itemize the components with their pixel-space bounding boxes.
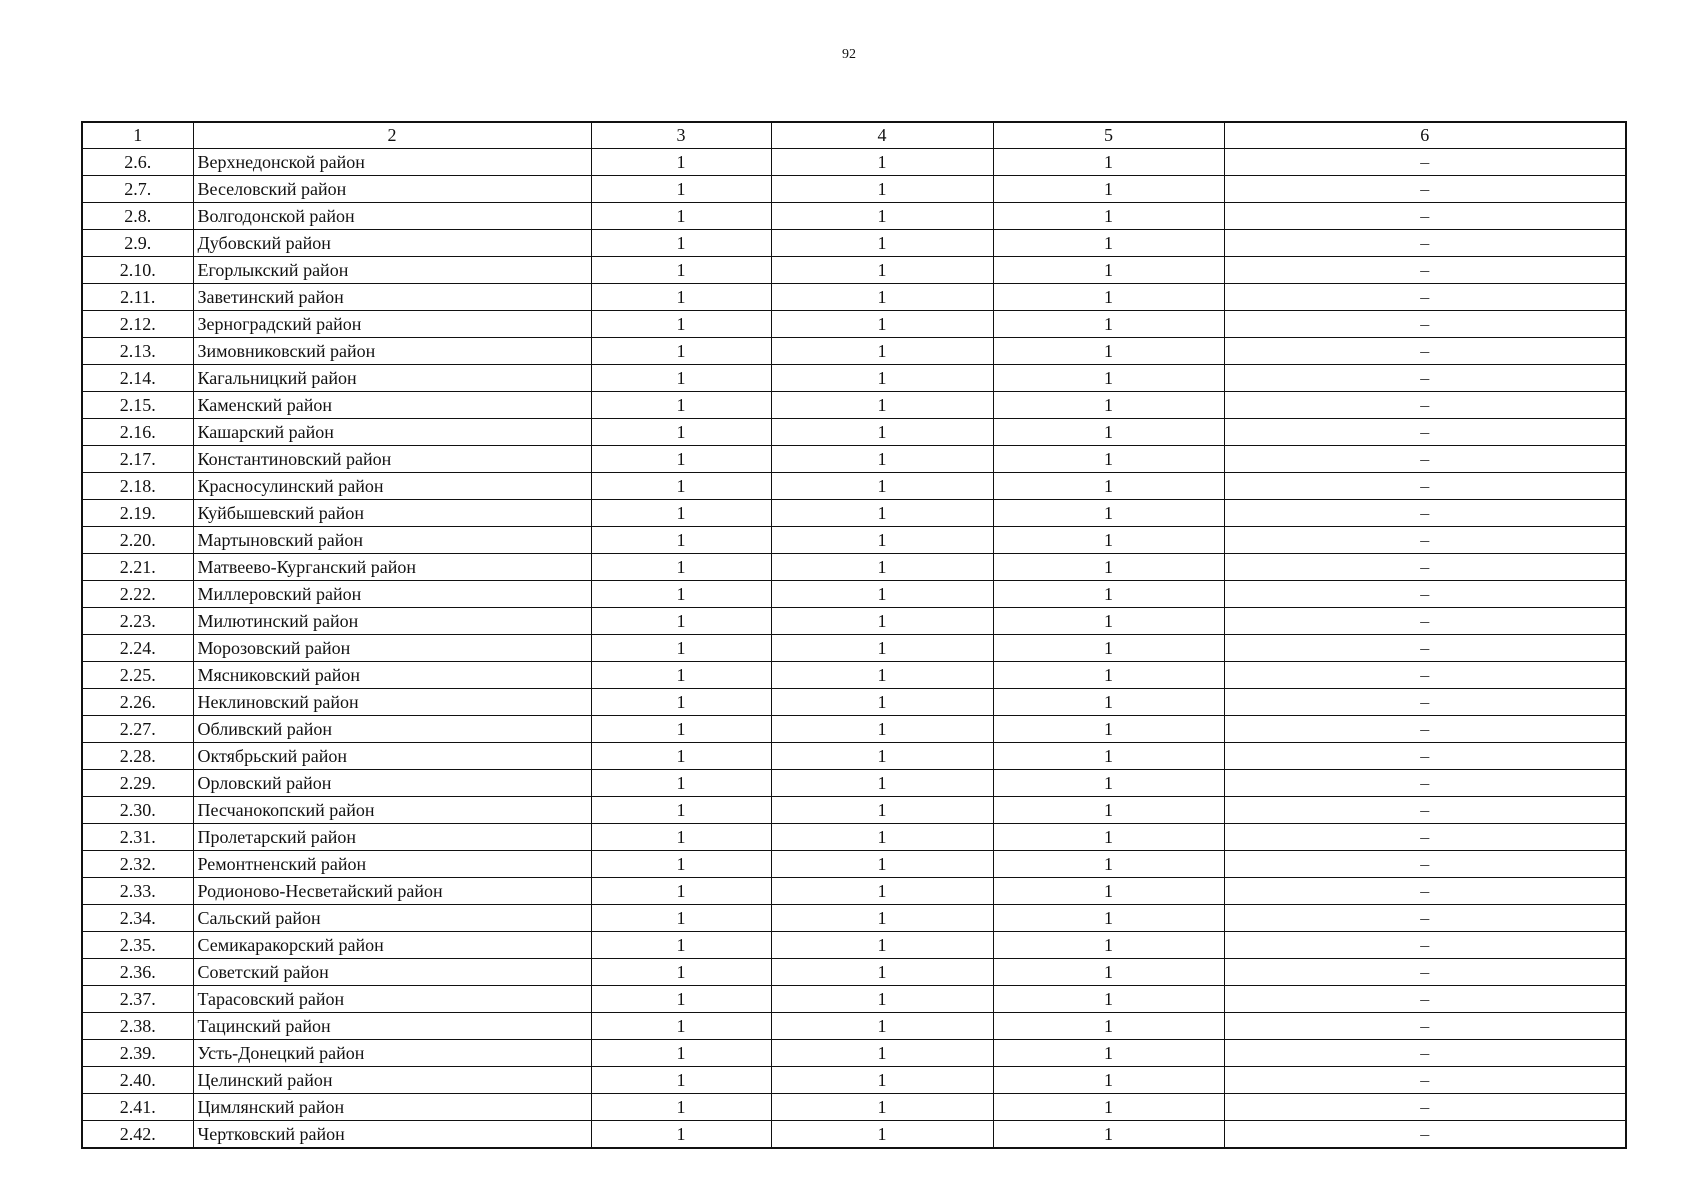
column-5-cell: 1 [993, 986, 1224, 1013]
district-name-cell: Куйбышевский район [193, 500, 591, 527]
column-6-cell: – [1224, 959, 1626, 986]
column-5-cell: 1 [993, 689, 1224, 716]
row-number-cell: 2.24. [82, 635, 193, 662]
table-row [82, 851, 1626, 878]
district-name-cell: Тацинский район [193, 1013, 591, 1040]
table-row [82, 257, 1626, 284]
column-3-cell: 1 [591, 311, 771, 338]
column-6-cell: – [1224, 689, 1626, 716]
district-name-cell: Егорлыкский район [193, 257, 591, 284]
column-4-cell: 1 [771, 662, 993, 689]
district-name-cell: Верхнедонской район [193, 149, 591, 176]
column-4-cell: 1 [771, 149, 993, 176]
column-3-cell: 1 [591, 554, 771, 581]
row-number-cell: 2.25. [82, 662, 193, 689]
row-number-cell: 2.40. [82, 1067, 193, 1094]
column-4-cell: 1 [771, 500, 993, 527]
column-4-cell: 1 [771, 986, 993, 1013]
table-row [82, 446, 1626, 473]
column-3-cell: 1 [591, 878, 771, 905]
table-row [82, 365, 1626, 392]
district-name-cell: Советский район [193, 959, 591, 986]
column-3-cell: 1 [591, 770, 771, 797]
row-number-cell: 2.17. [82, 446, 193, 473]
column-5-cell: 1 [993, 1013, 1224, 1040]
column-6-cell: – [1224, 824, 1626, 851]
column-4-cell: 1 [771, 797, 993, 824]
district-name-cell: Тарасовский район [193, 986, 591, 1013]
column-5-cell: 1 [993, 905, 1224, 932]
column-3-cell: 1 [591, 581, 771, 608]
column-6-cell: – [1224, 338, 1626, 365]
column-4-cell: 1 [771, 959, 993, 986]
column-4-cell: 1 [771, 824, 993, 851]
district-name-cell: Октябрьский район [193, 743, 591, 770]
column-6-cell: – [1224, 149, 1626, 176]
column-5-cell: 1 [993, 446, 1224, 473]
table-body [82, 149, 1626, 1149]
column-6-cell: – [1224, 554, 1626, 581]
row-number-cell: 2.34. [82, 905, 193, 932]
column-3-cell: 1 [591, 959, 771, 986]
column-4-cell: 1 [771, 311, 993, 338]
district-name-cell: Кашарский район [193, 419, 591, 446]
table-row [82, 959, 1626, 986]
column-4-cell: 1 [771, 581, 993, 608]
table-row [82, 149, 1626, 176]
row-number-cell: 2.13. [82, 338, 193, 365]
row-number-cell: 2.14. [82, 365, 193, 392]
row-number-cell: 2.20. [82, 527, 193, 554]
column-5-cell: 1 [993, 311, 1224, 338]
column-6-cell: – [1224, 797, 1626, 824]
table-row [82, 203, 1626, 230]
district-name-cell: Песчанокопский район [193, 797, 591, 824]
column-5-cell: 1 [993, 527, 1224, 554]
row-number-cell: 2.26. [82, 689, 193, 716]
table-header [82, 122, 1626, 149]
district-name-cell: Мартыновский район [193, 527, 591, 554]
column-5-cell: 1 [993, 959, 1224, 986]
row-number-cell: 2.27. [82, 716, 193, 743]
column-header-1: 1 [82, 122, 193, 149]
column-4-cell: 1 [771, 473, 993, 500]
column-4-cell: 1 [771, 338, 993, 365]
district-name-cell: Родионово-Несветайский район [193, 878, 591, 905]
column-4-cell: 1 [771, 419, 993, 446]
column-6-cell: – [1224, 1121, 1626, 1149]
row-number-cell: 2.28. [82, 743, 193, 770]
row-number-cell: 2.39. [82, 1040, 193, 1067]
column-6-cell: – [1224, 365, 1626, 392]
district-name-cell: Мясниковский район [193, 662, 591, 689]
row-number-cell: 2.10. [82, 257, 193, 284]
column-4-cell: 1 [771, 932, 993, 959]
column-6-cell: – [1224, 284, 1626, 311]
column-6-cell: – [1224, 662, 1626, 689]
column-5-cell: 1 [993, 500, 1224, 527]
column-6-cell: – [1224, 1067, 1626, 1094]
column-6-cell: – [1224, 311, 1626, 338]
district-name-cell: Дубовский район [193, 230, 591, 257]
table-row [82, 500, 1626, 527]
column-4-cell: 1 [771, 176, 993, 203]
district-name-cell: Веселовский район [193, 176, 591, 203]
column-3-cell: 1 [591, 500, 771, 527]
column-6-cell: – [1224, 905, 1626, 932]
column-5-cell: 1 [993, 257, 1224, 284]
column-4-cell: 1 [771, 392, 993, 419]
column-5-cell: 1 [993, 230, 1224, 257]
column-6-cell: – [1224, 500, 1626, 527]
column-3-cell: 1 [591, 1094, 771, 1121]
table-row [82, 824, 1626, 851]
column-4-cell: 1 [771, 446, 993, 473]
table-row [82, 554, 1626, 581]
table-row [82, 1067, 1626, 1094]
column-3-cell: 1 [591, 1013, 771, 1040]
column-3-cell: 1 [591, 608, 771, 635]
row-number-cell: 2.9. [82, 230, 193, 257]
column-6-cell: – [1224, 203, 1626, 230]
column-header-5: 5 [993, 122, 1224, 149]
table-row [82, 743, 1626, 770]
district-name-cell: Чертковский район [193, 1121, 591, 1149]
table-row [82, 662, 1626, 689]
row-number-cell: 2.42. [82, 1121, 193, 1149]
district-name-cell: Пролетарский район [193, 824, 591, 851]
table-row [82, 878, 1626, 905]
row-number-cell: 2.41. [82, 1094, 193, 1121]
row-number-cell: 2.32. [82, 851, 193, 878]
column-4-cell: 1 [771, 743, 993, 770]
column-5-cell: 1 [993, 716, 1224, 743]
column-5-cell: 1 [993, 635, 1224, 662]
column-5-cell: 1 [993, 473, 1224, 500]
column-4-cell: 1 [771, 1067, 993, 1094]
column-3-cell: 1 [591, 1040, 771, 1067]
district-name-cell: Милютинский район [193, 608, 591, 635]
column-6-cell: – [1224, 635, 1626, 662]
table-row [82, 797, 1626, 824]
column-5-cell: 1 [993, 932, 1224, 959]
row-number-cell: 2.33. [82, 878, 193, 905]
district-name-cell: Зимовниковский район [193, 338, 591, 365]
row-number-cell: 2.31. [82, 824, 193, 851]
header-row [82, 122, 1626, 149]
table-row [82, 230, 1626, 257]
table-row [82, 527, 1626, 554]
row-number-cell: 2.16. [82, 419, 193, 446]
column-5-cell: 1 [993, 662, 1224, 689]
column-5-cell: 1 [993, 1094, 1224, 1121]
row-number-cell: 2.8. [82, 203, 193, 230]
column-3-cell: 1 [591, 797, 771, 824]
table-row [82, 392, 1626, 419]
row-number-cell: 2.18. [82, 473, 193, 500]
column-6-cell: – [1224, 176, 1626, 203]
column-4-cell: 1 [771, 257, 993, 284]
column-3-cell: 1 [591, 392, 771, 419]
row-number-cell: 2.19. [82, 500, 193, 527]
column-header-6: 6 [1224, 122, 1626, 149]
column-5-cell: 1 [993, 149, 1224, 176]
column-3-cell: 1 [591, 203, 771, 230]
column-6-cell: – [1224, 527, 1626, 554]
column-4-cell: 1 [771, 284, 993, 311]
column-3-cell: 1 [591, 851, 771, 878]
district-name-cell: Морозовский район [193, 635, 591, 662]
column-3-cell: 1 [591, 986, 771, 1013]
table-row [82, 1040, 1626, 1067]
column-5-cell: 1 [993, 1121, 1224, 1149]
column-6-cell: – [1224, 878, 1626, 905]
column-3-cell: 1 [591, 662, 771, 689]
column-5-cell: 1 [993, 608, 1224, 635]
row-number-cell: 2.30. [82, 797, 193, 824]
column-3-cell: 1 [591, 176, 771, 203]
column-4-cell: 1 [771, 203, 993, 230]
column-4-cell: 1 [771, 1121, 993, 1149]
column-3-cell: 1 [591, 635, 771, 662]
column-4-cell: 1 [771, 554, 993, 581]
district-name-cell: Усть-Донецкий район [193, 1040, 591, 1067]
column-3-cell: 1 [591, 905, 771, 932]
district-name-cell: Миллеровский район [193, 581, 591, 608]
column-4-cell: 1 [771, 905, 993, 932]
column-5-cell: 1 [993, 851, 1224, 878]
column-5-cell: 1 [993, 365, 1224, 392]
data-table [81, 121, 1627, 1149]
table-row [82, 1013, 1626, 1040]
column-5-cell: 1 [993, 1040, 1224, 1067]
column-5-cell: 1 [993, 554, 1224, 581]
column-4-cell: 1 [771, 770, 993, 797]
column-3-cell: 1 [591, 1121, 771, 1149]
table-row [82, 608, 1626, 635]
table-row [82, 689, 1626, 716]
column-6-cell: – [1224, 419, 1626, 446]
district-name-cell: Обливский район [193, 716, 591, 743]
column-6-cell: – [1224, 851, 1626, 878]
table-row [82, 932, 1626, 959]
table-row [82, 770, 1626, 797]
column-4-cell: 1 [771, 689, 993, 716]
column-header-2: 2 [193, 122, 591, 149]
column-6-cell: – [1224, 473, 1626, 500]
column-5-cell: 1 [993, 203, 1224, 230]
column-3-cell: 1 [591, 446, 771, 473]
column-header-4: 4 [771, 122, 993, 149]
column-3-cell: 1 [591, 689, 771, 716]
column-6-cell: – [1224, 257, 1626, 284]
column-3-cell: 1 [591, 743, 771, 770]
district-name-cell: Заветинский район [193, 284, 591, 311]
column-6-cell: – [1224, 743, 1626, 770]
column-6-cell: – [1224, 986, 1626, 1013]
column-3-cell: 1 [591, 419, 771, 446]
district-name-cell: Кагальницкий район [193, 365, 591, 392]
row-number-cell: 2.11. [82, 284, 193, 311]
column-4-cell: 1 [771, 1040, 993, 1067]
column-3-cell: 1 [591, 527, 771, 554]
column-3-cell: 1 [591, 824, 771, 851]
column-5-cell: 1 [993, 770, 1224, 797]
row-number-cell: 2.6. [82, 149, 193, 176]
district-name-cell: Орловский район [193, 770, 591, 797]
district-name-cell: Зерноградский район [193, 311, 591, 338]
column-3-cell: 1 [591, 257, 771, 284]
table-row [82, 635, 1626, 662]
column-6-cell: – [1224, 770, 1626, 797]
column-5-cell: 1 [993, 392, 1224, 419]
column-5-cell: 1 [993, 743, 1224, 770]
column-4-cell: 1 [771, 716, 993, 743]
district-name-cell: Сальский район [193, 905, 591, 932]
column-6-cell: – [1224, 230, 1626, 257]
row-number-cell: 2.22. [82, 581, 193, 608]
column-5-cell: 1 [993, 176, 1224, 203]
column-3-cell: 1 [591, 932, 771, 959]
table-row [82, 176, 1626, 203]
row-number-cell: 2.15. [82, 392, 193, 419]
column-4-cell: 1 [771, 635, 993, 662]
district-name-cell: Константиновский район [193, 446, 591, 473]
table-row [82, 1121, 1626, 1149]
row-number-cell: 2.12. [82, 311, 193, 338]
column-5-cell: 1 [993, 878, 1224, 905]
column-3-cell: 1 [591, 338, 771, 365]
column-6-cell: – [1224, 932, 1626, 959]
column-3-cell: 1 [591, 284, 771, 311]
district-name-cell: Матвеево-Курганский район [193, 554, 591, 581]
district-name-cell: Цимлянский район [193, 1094, 591, 1121]
district-name-cell: Каменский район [193, 392, 591, 419]
column-5-cell: 1 [993, 824, 1224, 851]
column-5-cell: 1 [993, 338, 1224, 365]
column-5-cell: 1 [993, 284, 1224, 311]
column-6-cell: – [1224, 1013, 1626, 1040]
column-3-cell: 1 [591, 365, 771, 392]
column-5-cell: 1 [993, 581, 1224, 608]
column-5-cell: 1 [993, 1067, 1224, 1094]
column-4-cell: 1 [771, 365, 993, 392]
row-number-cell: 2.7. [82, 176, 193, 203]
column-6-cell: – [1224, 1040, 1626, 1067]
column-6-cell: – [1224, 581, 1626, 608]
page-number: 92 [842, 47, 856, 62]
column-6-cell: – [1224, 716, 1626, 743]
column-3-cell: 1 [591, 149, 771, 176]
column-4-cell: 1 [771, 1094, 993, 1121]
table-row [82, 905, 1626, 932]
column-6-cell: – [1224, 446, 1626, 473]
column-4-cell: 1 [771, 527, 993, 554]
column-6-cell: – [1224, 392, 1626, 419]
column-4-cell: 1 [771, 878, 993, 905]
column-header-3: 3 [591, 122, 771, 149]
column-3-cell: 1 [591, 1067, 771, 1094]
row-number-cell: 2.38. [82, 1013, 193, 1040]
district-name-cell: Волгодонской район [193, 203, 591, 230]
row-number-cell: 2.35. [82, 932, 193, 959]
table-row [82, 311, 1626, 338]
district-name-cell: Неклиновский район [193, 689, 591, 716]
column-5-cell: 1 [993, 797, 1224, 824]
column-3-cell: 1 [591, 230, 771, 257]
table-row [82, 419, 1626, 446]
column-3-cell: 1 [591, 716, 771, 743]
table-row [82, 284, 1626, 311]
table-row [82, 1094, 1626, 1121]
column-4-cell: 1 [771, 851, 993, 878]
district-name-cell: Семикаракорский район [193, 932, 591, 959]
table-row [82, 338, 1626, 365]
district-name-cell: Целинский район [193, 1067, 591, 1094]
column-4-cell: 1 [771, 1013, 993, 1040]
table-row [82, 716, 1626, 743]
column-5-cell: 1 [993, 419, 1224, 446]
table-row [82, 473, 1626, 500]
row-number-cell: 2.29. [82, 770, 193, 797]
row-number-cell: 2.23. [82, 608, 193, 635]
row-number-cell: 2.36. [82, 959, 193, 986]
column-4-cell: 1 [771, 230, 993, 257]
column-6-cell: – [1224, 1094, 1626, 1121]
column-6-cell: – [1224, 608, 1626, 635]
row-number-cell: 2.21. [82, 554, 193, 581]
table-row [82, 581, 1626, 608]
district-name-cell: Ремонтненский район [193, 851, 591, 878]
district-name-cell: Красносулинский район [193, 473, 591, 500]
row-number-cell: 2.37. [82, 986, 193, 1013]
table-row [82, 986, 1626, 1013]
column-4-cell: 1 [771, 608, 993, 635]
column-3-cell: 1 [591, 473, 771, 500]
